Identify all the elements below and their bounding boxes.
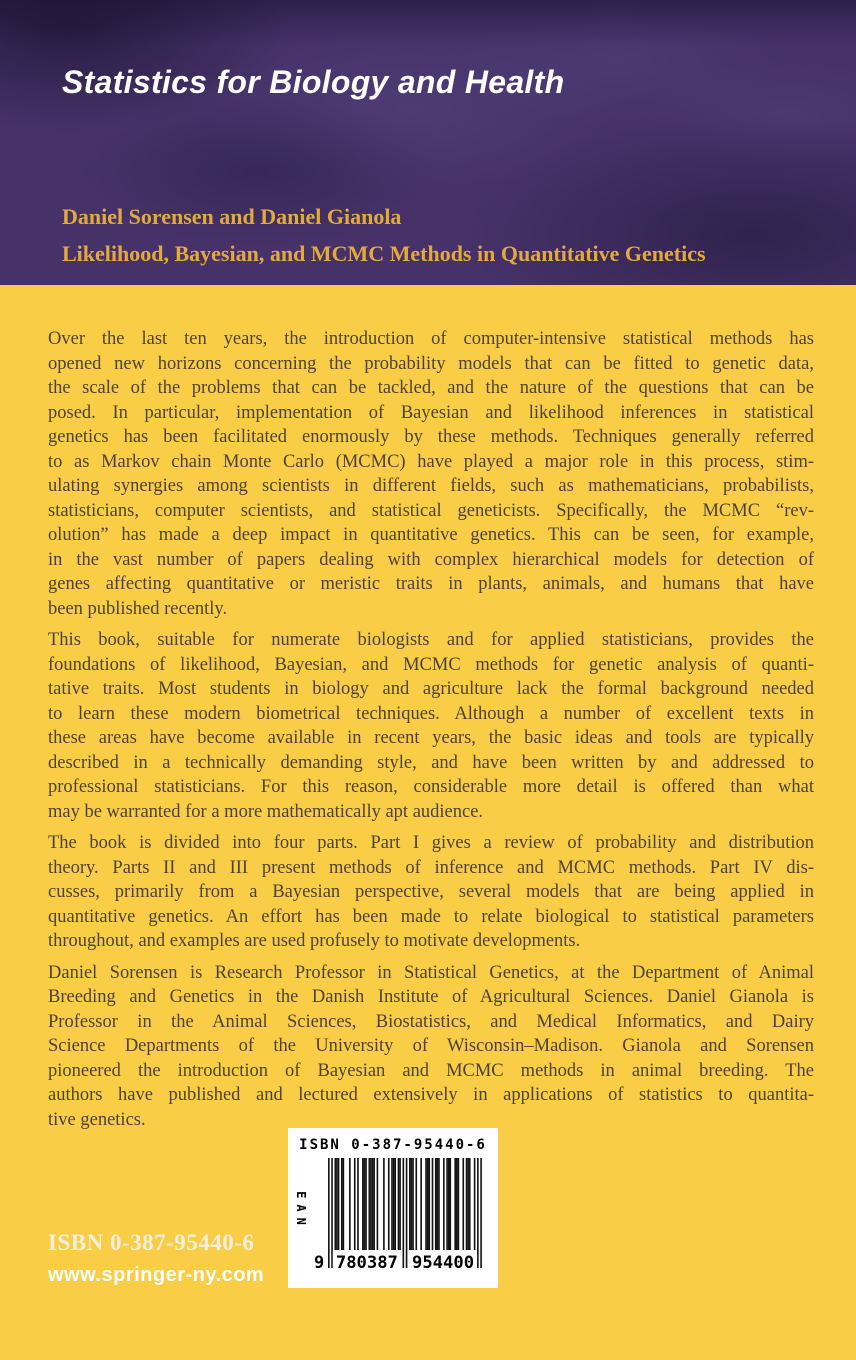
back-text xyxy=(48,327,814,1139)
series-title: Statistics for Biology and Health xyxy=(62,64,565,100)
text-line: theory. Parts II and III present methods of inference and MCMC methods. Part IV dis- xyxy=(48,857,814,878)
text-line: tative traits. Most students in biology and agriculture lack the formal background needed xyxy=(48,679,814,699)
text-line: This book, suitable for numerate biologists and for applied statisticians, provides the xyxy=(48,630,814,650)
series-band xyxy=(0,0,856,285)
text-line: ulating synergies among scientists in different fields, such as mathematicians, probabilists, xyxy=(48,476,814,496)
text-line: posed. In particular, implementation of Bayesian and likelihood inferences in statistical xyxy=(48,402,814,423)
text-line: to learn these modern biometrical techniques. Although a number of excellent texts in xyxy=(48,703,814,724)
text-line: to as Markov chain Monte Carlo (MCMC) have played a major role in this process, stim- xyxy=(48,451,814,472)
text-line: Over the last ten years, the introduction of computer-intensive statistical methods has xyxy=(48,329,814,349)
text-line: The book is divided into four parts. Part I gives a review of probability and distribution xyxy=(48,833,814,853)
svg-text:780387: 780387 xyxy=(335,1253,398,1272)
text-line: these areas have become available in recent years, the basic ideas and tools are typically xyxy=(48,728,814,748)
publisher-website: www.springer-ny.com xyxy=(48,1264,265,1286)
paragraph xyxy=(48,628,814,824)
text-line: genetics has been facilitated enormously by these methods. Techniques generally referred xyxy=(48,427,814,447)
text-line: pioneered the introduction of Bayesian and MCMC methods in animal breeding. The xyxy=(48,1060,814,1081)
paragraph xyxy=(48,327,814,621)
ean-label: EAN xyxy=(294,1191,308,1232)
text-line: genes affecting quantitative or meristic traits in plants, animals, and humans that have xyxy=(48,574,814,594)
text-line: authors have published and lectured extensively in applications of statistics to quantita- xyxy=(48,1085,814,1105)
svg-text:954400: 954400 xyxy=(412,1253,475,1272)
paragraph xyxy=(48,961,814,1133)
authors: Daniel Sorensen and Daniel Gianola xyxy=(62,204,402,229)
text-line: in the vast number of papers dealing with complex hierarchical models for detection of xyxy=(48,549,814,570)
text-line: Professor in the Animal Sciences, Biostatistics, and Medical Informatics, and Dairy xyxy=(48,1011,814,1032)
text-line: Breeding and Genetics in the Danish Institute of Agricultural Sciences. Daniel Gianola is xyxy=(48,987,814,1007)
text-line: olution” has made a deep impact in quantitative genetics. This can be seen, for example, xyxy=(48,525,814,545)
text-line: described in a technically demanding style, and have been written by and addressed to xyxy=(48,752,814,773)
svg-text:9: 9 xyxy=(314,1253,325,1272)
text-line: cusses, primarily from a Bayesian perspective, several models that are being applied in xyxy=(48,882,814,902)
text-line: tive genetics. xyxy=(48,1109,146,1130)
text-line: Science Departments of the University of Wisconsin–Madison. Gianola and Sorensen xyxy=(48,1036,814,1056)
text-line: professional statisticians. For this reason, considerable more detail is offered than what xyxy=(48,777,814,797)
text-line: quantitative genetics. An effort has been made to relate biological to statistical parameters xyxy=(48,906,814,927)
text-line: opened new horizons concerning the probability models that can be fitted to genetic data, xyxy=(48,353,814,374)
text-line: throughout, and examples are used profusely to motivate developments. xyxy=(48,931,581,951)
text-line: been published recently. xyxy=(48,598,228,619)
paragraph xyxy=(48,831,814,954)
barcode-box xyxy=(288,1128,498,1288)
book-title: Likelihood, Bayesian, and MCMC Methods in Quantitative Genetics xyxy=(62,241,706,266)
text-line: foundations of likelihood, Bayesian, and MCMC methods for genetic analysis of quanti- xyxy=(48,654,814,675)
text-line: statisticians, computer scientists, and statistical geneticists. Specifically, the MCMC “rev- xyxy=(48,500,814,521)
text-line: may be warranted for a more mathematically apt audience. xyxy=(48,801,484,822)
text-line: Daniel Sorensen is Research Professor in Statistical Genetics, at the Department of Animal xyxy=(48,962,814,983)
footer-isbn: ISBN 0-387-95440-6 xyxy=(48,1230,255,1255)
barcode-isbn-label: ISBN 0-387-95440-6 xyxy=(299,1137,487,1153)
barcode-icon xyxy=(314,1158,482,1277)
text-line: the scale of the problems that can be tackled, and the nature of the questions that can be xyxy=(48,378,814,398)
